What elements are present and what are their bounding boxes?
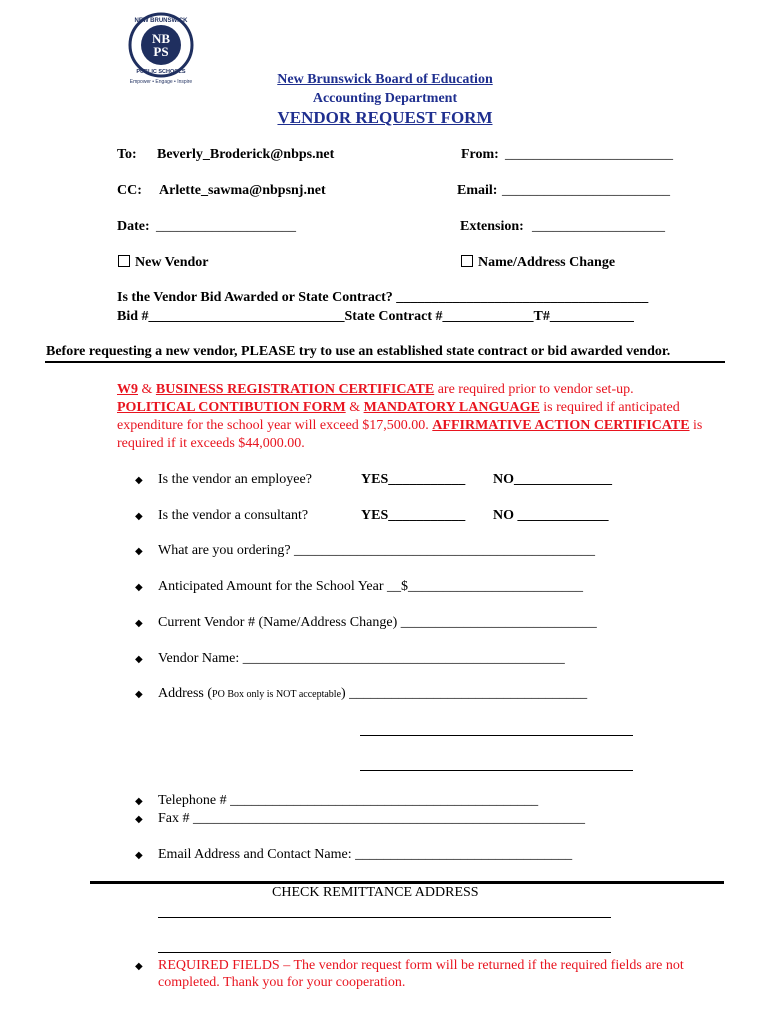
address-blank: ) __________________________________: [341, 686, 588, 701]
consultant-yes-field[interactable]: YES___________: [361, 508, 466, 523]
cc-email: Arlette_sawma@nbpsnj.net: [159, 183, 326, 198]
amount-field[interactable]: Anticipated Amount for the School Year __$_________________________: [158, 579, 584, 594]
fax-field[interactable]: Fax # ________________________________________________________: [158, 811, 585, 826]
logo-initials-top: NB: [151, 31, 171, 46]
remittance-line-2[interactable]: [158, 952, 611, 953]
form-title: VENDOR REQUEST FORM: [277, 108, 493, 127]
notice-amp-1: &: [138, 382, 156, 397]
date-label: Date:: [117, 219, 150, 234]
remittance-rule: [90, 881, 724, 884]
address-note: PO Box only is NOT acceptable: [212, 689, 342, 700]
aac-text: AFFIRMATIVE ACTION CERTIFICATE: [432, 418, 690, 433]
email-contact-field[interactable]: Email Address and Contact Name: _______________________________: [158, 847, 573, 862]
address-line-2[interactable]: [360, 735, 633, 736]
bullet-icon: ◆: [135, 850, 143, 861]
employee-no-field[interactable]: NO______________: [493, 472, 612, 487]
ordering-field[interactable]: What are you ordering? ___________________________________________: [158, 543, 596, 558]
ml-text: MANDATORY LANGUAGE: [363, 400, 540, 415]
required-fields-note: REQUIRED FIELDS – The vendor request form will be returned if the required fields are not completed. Thank you for your cooperation.: [158, 958, 684, 990]
logo-top-text: NEW BRUNSWICK: [134, 18, 188, 24]
logo-tagline: Empower • Engage • Inspire: [129, 79, 193, 84]
notice-text-1: are required prior to vendor set-up.: [434, 382, 634, 397]
bullet-icon: ◆: [135, 814, 143, 825]
employee-yes-field[interactable]: YES___________: [361, 472, 466, 487]
department-name: Accounting Department: [312, 91, 458, 106]
email-label: Email:: [457, 183, 498, 198]
address-line-3[interactable]: [360, 770, 633, 771]
consultant-question: Is the vendor a consultant?: [158, 508, 309, 523]
bullet-icon: ◆: [135, 475, 143, 486]
banner-text: Before requesting a new vendor, PLEASE try to use an established state contract or bid awarded vendor.: [46, 344, 671, 359]
notice-text-2: is required if anticipated expenditure for the school year will exceed $17,500.00.: [117, 400, 680, 433]
cc-label: CC:: [117, 183, 142, 198]
telephone-field[interactable]: Telephone # ____________________________________________: [158, 793, 539, 808]
current-vendor-field[interactable]: Current Vendor # (Name/Address Change) ____________________________: [158, 615, 597, 630]
from-label: From:: [461, 147, 499, 162]
new-vendor-option[interactable]: [118, 255, 209, 271]
bullet-icon: ◆: [135, 689, 143, 700]
bullet-icon: ◆: [135, 511, 143, 522]
vendor-name-field[interactable]: Vendor Name: ______________________________________________: [158, 651, 565, 666]
brc-text: BUSINESS REGISTRATION CERTIFICATE: [155, 382, 435, 397]
bid-contract-line: Bid #____________________________State Contract #_____________T#____________: [117, 309, 634, 324]
new-vendor-label: New Vendor: [135, 255, 209, 270]
remittance-line-1[interactable]: [158, 917, 611, 918]
bullet-icon: ◆: [135, 654, 143, 665]
employee-question: Is the vendor an employee?: [158, 472, 312, 487]
from-field[interactable]: ________________________: [505, 147, 673, 162]
email-field[interactable]: ________________________: [502, 183, 670, 198]
bid-question: Is the Vendor Bid Awarded or State Contract? ____________________________________: [117, 290, 649, 305]
w9-text: W9: [117, 382, 138, 397]
to-label: To:: [117, 147, 137, 162]
bullet-icon: ◆: [135, 618, 143, 629]
bullet-icon: ◆: [135, 961, 143, 972]
remittance-title: CHECK REMITTANCE ADDRESS: [272, 885, 479, 900]
to-email: Beverly_Broderick@nbps.net: [157, 147, 335, 162]
address-label: Address (: [158, 686, 213, 701]
name-address-change-label: Name/Address Change: [478, 255, 616, 270]
bullet-icon: ◆: [135, 546, 143, 557]
requirements-notice: [117, 381, 717, 453]
date-field[interactable]: ____________________: [156, 219, 296, 234]
pcf-text: POLITICAL CONTIBUTION FORM: [117, 400, 346, 415]
address-field[interactable]: [158, 686, 587, 702]
logo-initials-bottom: PS: [153, 44, 169, 59]
consultant-no-field[interactable]: NO _____________: [493, 508, 609, 523]
logo-bottom-text: PUBLIC SCHOOLS: [136, 69, 186, 75]
notice-text-3: is required if it exceeds $44,000.00.: [117, 418, 703, 451]
name-address-change-option[interactable]: [461, 255, 615, 271]
notice-amp-2: &: [345, 400, 364, 415]
extension-field[interactable]: ___________________: [532, 219, 665, 234]
banner-rule: [45, 361, 725, 363]
new-vendor-checkbox[interactable]: [118, 255, 130, 267]
name-address-change-checkbox[interactable]: [461, 255, 473, 267]
extension-label: Extension:: [460, 219, 524, 234]
bullet-icon: ◆: [135, 582, 143, 593]
bullet-icon: ◆: [135, 796, 143, 807]
org-name: New Brunswick Board of Education: [277, 72, 493, 87]
